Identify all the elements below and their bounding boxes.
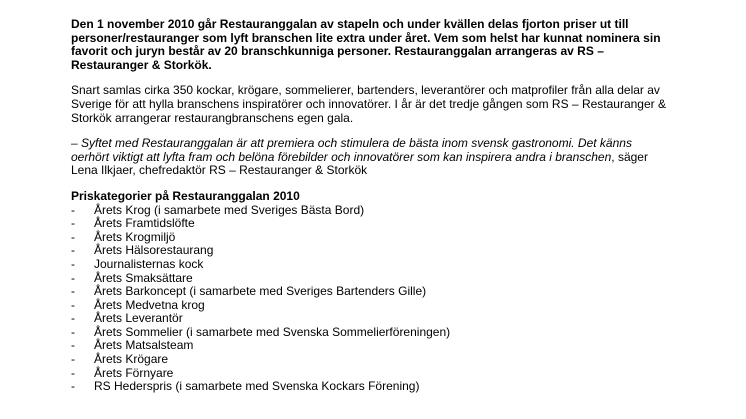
category-item <box>71 217 671 231</box>
category-item <box>71 244 671 258</box>
list-bullet: - <box>71 352 75 367</box>
category-item <box>71 312 671 326</box>
list-bullet: - <box>71 256 75 271</box>
category-item <box>71 258 671 272</box>
category-label: Årets Medvetna krog <box>94 297 205 312</box>
category-label: Årets Matsalsteam <box>94 338 194 353</box>
category-label: Årets Krogmiljö <box>94 229 176 244</box>
category-label: Årets Sommelier (i samarbete med Svenska Sommelierföreningen) <box>94 324 451 339</box>
category-label: Årets Hälsorestaurang <box>94 243 214 258</box>
category-label: Årets Krögare <box>94 352 169 367</box>
body-paragraph: Snart samlas cirka 350 kockar, krögare, sommelierer, bartenders, leverantörer och matprofiler från alla delar av Sverige för att hylla branschens inspiratörer och innovatörer. I år är det tredje gången som RS – Restauranger & Storkök arrangerar restaurangbranschens egen gala. <box>71 83 666 125</box>
list-bullet: - <box>71 297 75 312</box>
list-bullet: - <box>71 311 75 326</box>
quote-paragraph <box>71 137 671 178</box>
list-bullet: - <box>71 379 75 394</box>
list-bullet: - <box>71 216 75 231</box>
list-bullet: - <box>71 284 75 299</box>
list-bullet: - <box>71 229 75 244</box>
list-bullet: - <box>71 338 75 353</box>
category-item <box>71 380 671 394</box>
list-bullet: - <box>71 243 75 258</box>
categories-heading: Priskategorier på Restauranggalan 2010 <box>71 188 300 203</box>
category-label: Journalisternas kock <box>94 256 204 271</box>
lead-paragraph: Den 1 november 2010 går Restauranggalan av stapeln och under kvällen delas fjorton priser ut till personer/restauranger som lyft branschen lite extra under året. Vem som helst har kunnat nominera sin favorit och juryn består av 20 branschkunniga personer. Restauranggalan arrangeras av RS – Restauranger & Storkök. <box>71 17 661 72</box>
list-bullet: - <box>71 324 75 339</box>
category-label: Årets Barkoncept (i samarbete med Sveriges Bartenders Gille) <box>94 284 427 299</box>
category-item <box>71 353 671 367</box>
category-label: Årets Krog (i samarbete med Sveriges Bästa Bord) <box>94 202 365 217</box>
list-bullet: - <box>71 202 75 217</box>
quote-attribution: , säger Lena Ilkjaer, chefredaktör RS – Restauranger & Storkök <box>71 149 648 178</box>
category-label: Årets Förnyare <box>94 365 174 380</box>
category-label: Årets Framtidslöfte <box>94 216 195 231</box>
category-label: Årets Smaksättare <box>94 270 193 285</box>
quote-text: – Syftet med Restauranggalan är att premiera och stimulera de bästa inom svensk gastronomi. Det känns oerhört viktigt att lyfta fram och belöna förebilder och innovatörer som kan inspirera andra i branschen <box>71 136 632 164</box>
category-item <box>71 285 671 299</box>
document-body <box>71 18 671 394</box>
list-bullet: - <box>71 365 75 380</box>
list-bullet: - <box>71 270 75 285</box>
category-label: RS Hederspris (i samarbete med Svenska Kockars Förening) <box>94 379 420 394</box>
category-label: Årets Leverantör <box>94 311 183 326</box>
category-item <box>71 367 671 381</box>
categories-list <box>71 204 671 394</box>
